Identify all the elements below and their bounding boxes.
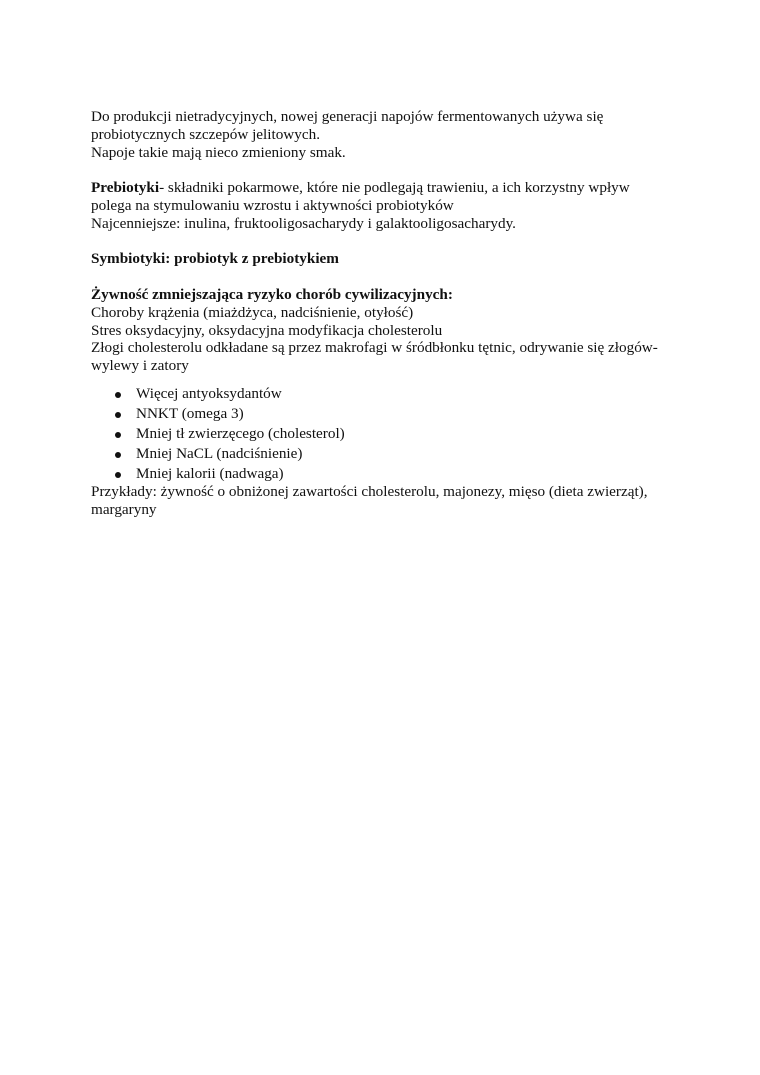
zywnosc-heading: Żywność zmniejszająca ryzyko chorób cywilizacyjnych: [91, 285, 453, 303]
intro-line-2: probiotycznych szczepów jelitowych. [91, 125, 320, 143]
spacer [91, 233, 671, 251]
prebiotyki-term: Prebiotyki [91, 179, 160, 197]
list-item [91, 444, 671, 464]
list-item [91, 404, 671, 424]
list-item-text: NNKT (omega 3) [136, 404, 244, 422]
list-item-text: Więcej antyoksydantów [136, 384, 282, 402]
document-page [91, 108, 671, 519]
list-item-text: Mniej tł zwierzęcego (cholesterol) [136, 424, 345, 442]
zywnosc-line-4: wylewy i zatory [91, 357, 189, 375]
spacer [91, 268, 671, 286]
zywnosc-line-3: Złogi cholesterolu odkładane są przez makrofagi w śródbłonku tętnic, odrywanie się złogów- [91, 339, 658, 357]
list-item-text: Mniej kalorii (nadwaga) [136, 464, 284, 482]
spacer [91, 375, 671, 384]
bullet-list [91, 384, 671, 483]
zywnosc-examples-line-1: Przykłady: żywność o obniżonej zawartości cholesterolu, majonezy, mięso (dieta zwierząt), [91, 483, 648, 501]
list-item [91, 424, 671, 444]
list-item-text: Mniej NaCL (nadciśnienie) [136, 444, 303, 462]
intro-line-1: Do produkcji nietradycyjnych, nowej generacji napojów fermentowanych używa się [91, 108, 604, 125]
prebiotyki-definition-line-2: polega na stymulowaniu wzrostu i aktywności probiotyków [91, 196, 454, 214]
zywnosc-line-1: Choroby krążenia (miażdżyca, nadciśnienie, otyłość) [91, 303, 414, 321]
list-item [91, 464, 671, 484]
bullet-icon [115, 432, 121, 438]
prebiotyki-examples: Najcenniejsze: inulina, fruktooligosacharydy i galaktooligosacharydy. [91, 214, 516, 232]
prebiotyki-definition-line-1 [91, 179, 671, 197]
prebiotyki-definition-text: - składniki pokarmowe, które nie podlegają trawieniu, a ich korzystny wpływ [159, 179, 630, 197]
bullet-icon [115, 452, 121, 458]
intro-line-3: Napoje takie mają nieco zmieniony smak. [91, 143, 346, 161]
bullet-icon [115, 412, 121, 418]
zywnosc-line-2: Stres oksydacyjny, oksydacyjna modyfikacja cholesterolu [91, 321, 443, 339]
spacer [91, 161, 671, 179]
bullet-icon [115, 392, 121, 398]
bullet-icon [115, 472, 121, 478]
list-item [91, 384, 671, 404]
symbiotyki-heading: Symbiotyki: probiotyk z prebiotykiem [91, 250, 339, 268]
zywnosc-examples-line-2: margaryny [91, 501, 157, 519]
